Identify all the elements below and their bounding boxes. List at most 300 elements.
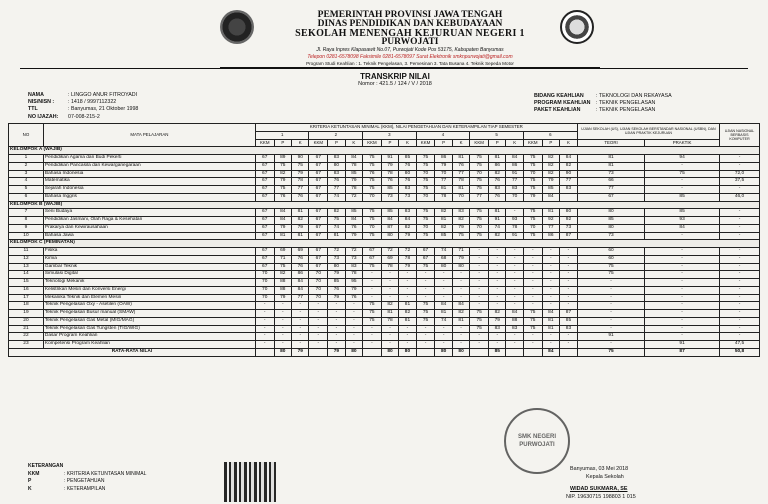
score-cell: 70 [309, 294, 328, 302]
score-cell: - [416, 271, 435, 279]
score-cell: 75 [523, 310, 542, 318]
score-cell: 70 [416, 170, 435, 178]
score-cell: 86 [542, 232, 559, 240]
col-header-teori: TEORI [577, 139, 644, 147]
national-exam-score: 72,0 [720, 170, 760, 178]
score-cell: 75 [363, 162, 382, 170]
score-cell: - [328, 317, 345, 325]
header-school-name: SEKOLAH MENENGAH KEJURUAN NEGERI 1 [295, 28, 525, 39]
score-cell: 83 [560, 186, 578, 194]
score-cell: - [542, 255, 559, 263]
score-cell: 70 [416, 193, 435, 201]
national-exam-score: - [720, 317, 760, 325]
score-cell: 84 [506, 310, 523, 318]
subcol-header: P [542, 139, 559, 147]
province-emblem-icon [220, 10, 254, 44]
score-cell: 67 [309, 155, 328, 163]
student-info-row [28, 106, 138, 113]
score-cell: - [328, 325, 345, 333]
score-cell: 82 [452, 310, 469, 318]
theory-score: 75 [577, 263, 644, 271]
score-cell: 71 [274, 255, 291, 263]
col-header-praktik: PRAKTIK [645, 139, 720, 147]
score-cell: - [523, 286, 542, 294]
score-cell: 74 [489, 224, 506, 232]
theory-score: 81 [577, 162, 644, 170]
practice-score: 94 [645, 155, 720, 163]
document-number: Nomor : 421.5 / 124 / V / 2018 [358, 81, 432, 87]
score-cell: 88 [506, 317, 523, 325]
score-cell: 87 [381, 224, 398, 232]
score-cell: 67 [363, 255, 382, 263]
program-info-row [534, 93, 672, 100]
practice-score: - [645, 186, 720, 194]
score-cell: 81 [489, 155, 506, 163]
score-cell: 78 [399, 255, 416, 263]
score-cell: 90 [560, 170, 578, 178]
score-cell: 85 [381, 209, 398, 217]
score-cell: - [506, 286, 523, 294]
student-info-row [28, 92, 138, 99]
score-cell: 67 [309, 178, 328, 186]
score-cell: 75 [292, 162, 309, 170]
score-cell: 79 [523, 193, 542, 201]
score-cell: 67 [309, 186, 328, 194]
score-cell: 75 [363, 232, 382, 240]
score-cell: - [489, 279, 506, 287]
semester-header: 1 [255, 131, 309, 139]
row-number: 19 [9, 310, 44, 318]
score-cell: - [489, 286, 506, 294]
score-cell: 86 [292, 271, 309, 279]
legend-key: K [28, 485, 32, 492]
program-info-label: BIDANG KEAHLIAN [534, 93, 584, 99]
score-cell: 87 [560, 232, 578, 240]
score-cell: 75 [416, 310, 435, 318]
row-number: 14 [9, 271, 44, 279]
legend-value: : KETERAMPILAN [64, 485, 106, 492]
legend-row [28, 471, 146, 479]
score-cell: - [452, 333, 469, 341]
subcol-header: KKM [416, 139, 435, 147]
score-cell: 82 [435, 209, 452, 217]
subject-name: Pendidikan Pancasila dan Kewarganegaraan [43, 162, 255, 170]
national-exam-score: - [720, 279, 760, 287]
score-cell: 84 [274, 209, 291, 217]
score-cell: 67 [255, 224, 274, 232]
average-national: 50,8 [720, 348, 760, 356]
score-cell: 70 [523, 170, 542, 178]
score-cell: 79 [399, 232, 416, 240]
score-cell: - [363, 286, 382, 294]
score-cell: - [328, 333, 345, 341]
score-cell: - [416, 341, 435, 349]
theory-score: 80 [577, 209, 644, 217]
table-row [9, 178, 760, 186]
score-cell: 67 [309, 255, 328, 263]
score-cell: - [542, 302, 559, 310]
score-cell: 75 [523, 232, 542, 240]
row-number: 13 [9, 263, 44, 271]
score-cell: 75 [363, 178, 382, 186]
score-cell: 77 [470, 193, 489, 201]
score-cell: 74 [328, 224, 345, 232]
row-number: 3 [9, 170, 44, 178]
practice-score: - [645, 271, 720, 279]
score-cell: 82 [542, 155, 559, 163]
score-cell: 79 [274, 224, 291, 232]
average-cell [470, 348, 489, 356]
score-cell: 75 [363, 263, 382, 271]
score-cell: 75 [274, 162, 291, 170]
score-cell: 79 [274, 178, 291, 186]
subcol-header: KKM [363, 139, 382, 147]
score-cell: 67 [309, 162, 328, 170]
score-cell: 76 [399, 162, 416, 170]
score-cell: - [381, 341, 398, 349]
score-cell: - [363, 271, 382, 279]
signature-nip: NIP. 19630715 198803 1 015 [566, 494, 636, 500]
score-cell: - [416, 294, 435, 302]
subcol-header: KKM [255, 139, 274, 147]
national-exam-score: - [720, 232, 760, 240]
table-row [9, 302, 760, 310]
score-cell: 70 [416, 224, 435, 232]
score-cell: 85 [345, 170, 362, 178]
score-cell: 84 [542, 310, 559, 318]
subcol-header: KKM [470, 139, 489, 147]
qr-code-icon [224, 462, 276, 502]
score-cell: 93 [506, 217, 523, 225]
signature-name: WIDAD SUKMARA, SE [570, 486, 628, 492]
subject-name: Teknik Pengelasan Gas Metal (MIG/MAG) [43, 317, 255, 325]
score-cell: - [506, 271, 523, 279]
score-cell: - [328, 341, 345, 349]
subject-name: Teknik Pengelasan Busur manual (SMAW) [43, 310, 255, 318]
score-cell: 80 [328, 263, 345, 271]
national-exam-score: - [720, 286, 760, 294]
subcol-header: KKM [309, 139, 328, 147]
score-cell: 76 [328, 286, 345, 294]
score-cell: - [560, 271, 578, 279]
practice-score: 75 [645, 170, 720, 178]
score-cell: - [309, 317, 328, 325]
score-cell: 81 [399, 302, 416, 310]
score-cell: - [416, 333, 435, 341]
score-cell: 83 [560, 325, 578, 333]
student-info-value: : LINGGO ANUR FITROYADI [68, 92, 138, 98]
score-cell: - [255, 325, 274, 333]
score-cell: 67 [309, 217, 328, 225]
score-cell: 67 [363, 248, 382, 256]
score-cell: 95 [345, 279, 362, 287]
national-exam-score: - [720, 294, 760, 302]
average-cell: 79 [328, 348, 345, 356]
score-cell: 76 [381, 178, 398, 186]
score-cell: 70 [452, 193, 469, 201]
subcol-header: K [399, 139, 416, 147]
row-number: 20 [9, 317, 44, 325]
score-cell: 80 [399, 170, 416, 178]
score-cell: 76 [292, 255, 309, 263]
score-cell: 75 [470, 155, 489, 163]
score-cell: - [470, 255, 489, 263]
score-cell: 81 [489, 209, 506, 217]
stamp-line-2: PURWOJATI [519, 442, 555, 448]
score-cell: 76 [489, 193, 506, 201]
theory-score: 73 [577, 170, 644, 178]
legend-row [28, 486, 146, 494]
score-cell: 75 [470, 317, 489, 325]
score-cell: 86 [435, 155, 452, 163]
row-number: 12 [9, 255, 44, 263]
theory-score: - [577, 302, 644, 310]
score-cell: - [345, 333, 362, 341]
score-cell: 75 [470, 217, 489, 225]
average-label: RATA-RATA NILAI [9, 348, 256, 356]
score-cell: 82 [292, 217, 309, 225]
score-cell: 75 [523, 325, 542, 333]
theory-score: 60 [577, 248, 644, 256]
score-cell: 81 [542, 325, 559, 333]
legend [28, 463, 146, 493]
col-header-kkm: KRITERIA KETUNTASAN MINIMAL (KKM), NILAI PENGETAHUAN DAN KETERAMPILAN TIAP SEMESTER [255, 124, 577, 132]
score-cell: - [560, 263, 578, 271]
score-cell: 91 [506, 232, 523, 240]
national-exam-score: - [720, 217, 760, 225]
score-cell: 84 [292, 286, 309, 294]
score-cell: 82 [489, 310, 506, 318]
row-number: 5 [9, 186, 44, 194]
score-cell: - [309, 325, 328, 333]
table-row [9, 310, 760, 318]
score-cell: - [345, 317, 362, 325]
score-cell: 67 [309, 263, 328, 271]
score-cell: - [523, 248, 542, 256]
score-cell: 82 [399, 310, 416, 318]
row-number: 6 [9, 193, 44, 201]
score-cell: - [292, 317, 309, 325]
score-cell: 67 [309, 248, 328, 256]
score-cell: - [255, 317, 274, 325]
score-cell: - [292, 310, 309, 318]
score-cell: 67 [255, 155, 274, 163]
score-cell: 70 [255, 286, 274, 294]
score-cell: - [399, 341, 416, 349]
score-cell: 77 [435, 178, 452, 186]
score-cell: 81 [435, 217, 452, 225]
table-row [9, 193, 760, 201]
score-cell: 76 [292, 263, 309, 271]
score-cell: 73 [560, 224, 578, 232]
signature-role: Kepala Sekolah [586, 474, 624, 480]
table-row [9, 263, 760, 271]
score-cell: 84 [345, 217, 362, 225]
national-exam-score: 47,5 [720, 341, 760, 349]
score-cell: - [255, 302, 274, 310]
score-cell: - [470, 333, 489, 341]
practice-score: - [645, 178, 720, 186]
score-cell: 84 [274, 217, 291, 225]
score-cell: 84 [345, 155, 362, 163]
score-cell: - [470, 248, 489, 256]
score-cell: 82 [542, 170, 559, 178]
score-cell: - [506, 333, 523, 341]
score-cell: 80 [560, 209, 578, 217]
score-cell: - [489, 271, 506, 279]
score-cell: 78 [506, 224, 523, 232]
student-info-row [28, 99, 138, 106]
score-cell: - [345, 325, 362, 333]
score-cell: 83 [506, 186, 523, 194]
score-cell: 81 [399, 317, 416, 325]
grades-table [8, 123, 760, 357]
practice-score: - [645, 310, 720, 318]
student-info-value: 07-008-215-2 [68, 113, 100, 120]
score-cell: - [560, 255, 578, 263]
table-row [9, 186, 760, 194]
score-cell: - [345, 310, 362, 318]
score-cell: 85 [542, 186, 559, 194]
score-cell: 79 [452, 255, 469, 263]
subcol-header: P [489, 139, 506, 147]
score-cell: 72 [381, 248, 398, 256]
average-cell: 85 [489, 348, 506, 356]
score-cell: - [489, 302, 506, 310]
semester-header: 3 [363, 131, 417, 139]
score-cell: - [523, 263, 542, 271]
average-theory: 75 [577, 348, 644, 356]
score-cell: - [470, 294, 489, 302]
table-row [9, 294, 760, 302]
score-cell: 79 [542, 178, 559, 186]
national-exam-score: - [720, 162, 760, 170]
student-info-row [28, 114, 138, 121]
score-cell: 73 [345, 255, 362, 263]
score-cell: 84 [452, 302, 469, 310]
score-cell: - [489, 255, 506, 263]
score-cell: 75 [523, 155, 542, 163]
table-row [9, 325, 760, 333]
national-exam-score: - [720, 209, 760, 217]
score-cell: - [435, 341, 452, 349]
score-cell: 84 [506, 155, 523, 163]
subject-name: Bahasa Jawa [43, 232, 255, 240]
score-cell: 84 [399, 217, 416, 225]
score-cell: 86 [506, 162, 523, 170]
theory-score: 91 [577, 333, 644, 341]
score-cell: 78 [435, 193, 452, 201]
subject-name: Seni Budaya [43, 209, 255, 217]
score-cell: - [309, 333, 328, 341]
score-cell: - [506, 294, 523, 302]
subject-name: Gambar Teknik [43, 263, 255, 271]
score-cell: 85 [345, 209, 362, 217]
score-cell: - [381, 286, 398, 294]
score-cell: 82 [489, 232, 506, 240]
col-header-subject: MATA PELAJARAN [43, 124, 255, 147]
score-cell: 67 [255, 170, 274, 178]
score-cell: - [274, 302, 291, 310]
subject-name: Fisika [43, 248, 255, 256]
subject-name: Prakarya dan Kewirausahaan [43, 224, 255, 232]
score-cell: 67 [255, 186, 274, 194]
row-number: 22 [9, 333, 44, 341]
score-cell: - [416, 325, 435, 333]
score-cell: - [309, 310, 328, 318]
score-cell: 75 [416, 209, 435, 217]
score-cell: 75 [363, 317, 382, 325]
score-cell: 76 [345, 294, 362, 302]
score-cell: 75 [363, 217, 382, 225]
score-cell: - [452, 286, 469, 294]
score-cell: 79 [399, 263, 416, 271]
practice-score: - [645, 248, 720, 256]
practice-score: - [645, 162, 720, 170]
score-cell: 73 [399, 193, 416, 201]
score-cell: - [489, 263, 506, 271]
score-cell: - [399, 325, 416, 333]
table-row [9, 224, 760, 232]
score-cell: 75 [523, 178, 542, 186]
score-cell: 75 [523, 186, 542, 194]
theory-score: 66 [577, 178, 644, 186]
theory-score: - [577, 310, 644, 318]
row-number: 21 [9, 325, 44, 333]
score-cell: 83 [489, 186, 506, 194]
national-exam-score: - [720, 186, 760, 194]
national-exam-score: - [720, 224, 760, 232]
score-cell: 85 [435, 232, 452, 240]
program-info [534, 93, 672, 115]
average-cell: 84 [542, 348, 559, 356]
score-cell: 81 [452, 155, 469, 163]
table-row [9, 286, 760, 294]
subcol-header: P [435, 139, 452, 147]
score-cell: 73 [381, 193, 398, 201]
student-info-value: : Banyumas, 21 Oktober 1998 [68, 106, 139, 113]
score-cell: 80 [435, 263, 452, 271]
stamp-line-1: SMK NEGERI [517, 434, 556, 440]
score-cell: - [470, 263, 489, 271]
theory-score: - [577, 279, 644, 287]
practice-score: - [645, 317, 720, 325]
subcol-header: K [452, 139, 469, 147]
header-address: Jl. Raya Inpres Klapasawit No.07, Purwojati Kode Pos 53175, Kabupaten Banyumas [316, 47, 504, 53]
subject-name: Kelistrikan Mesin dan Konversi Energi [43, 286, 255, 294]
score-cell: 82 [435, 224, 452, 232]
score-cell: 83 [489, 325, 506, 333]
score-cell: 83 [399, 186, 416, 194]
row-number: 17 [9, 294, 44, 302]
score-cell: 67 [309, 193, 328, 201]
practice-score: - [645, 302, 720, 310]
score-cell: 74 [328, 193, 345, 201]
score-cell: - [363, 333, 382, 341]
score-cell: 70 [363, 224, 382, 232]
theory-score: 67 [577, 193, 644, 201]
theory-score: 60 [577, 255, 644, 263]
score-cell: 78 [452, 178, 469, 186]
theory-score: - [577, 294, 644, 302]
score-cell: 76 [345, 224, 362, 232]
header-programs: Program Studi Keahlian : 1. Teknik Pengelasan, 3. Pemesinan 3. Tata Busana 4. Teknik Sepeda Motor [220, 61, 600, 68]
table-row [9, 279, 760, 287]
school-logo-icon [560, 10, 594, 44]
header-line-1: PEMERINTAH PROVINSI JAWA TENGAH [317, 10, 503, 20]
score-cell: 70 [255, 279, 274, 287]
program-info-value: : TEKNIK PENGELASAN [596, 100, 656, 107]
